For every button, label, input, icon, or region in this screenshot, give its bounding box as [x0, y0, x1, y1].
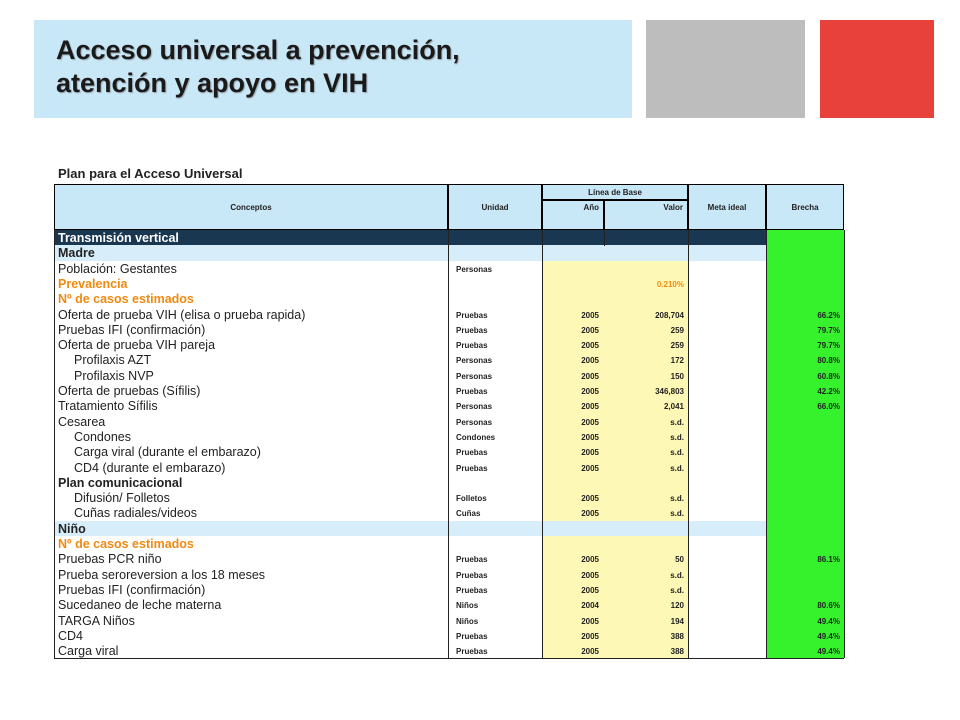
table-row — [54, 643, 844, 658]
row-valor: s.d. — [670, 432, 684, 442]
row-valor: 50 — [675, 555, 684, 565]
rule-bottom — [54, 658, 844, 659]
rule-brecha — [766, 230, 767, 658]
table-row — [54, 490, 844, 505]
table-caption: Plan para el Acceso Universal — [58, 166, 243, 181]
table-row — [54, 245, 766, 260]
row-brecha: 49.4% — [817, 631, 840, 641]
row-anio: 2005 — [581, 310, 599, 320]
row-concept: Prueba seroreversion a los 18 meses — [58, 567, 266, 582]
row-anio: 2005 — [581, 341, 599, 351]
row-concept: Pruebas PCR niño — [58, 552, 162, 567]
row-valor: 208,704 — [655, 310, 684, 320]
row-anio: 2005 — [581, 616, 599, 626]
row-concept: Cuñas radiales/videos — [74, 506, 197, 521]
row-valor: 0.210% — [656, 279, 684, 289]
table-row — [54, 521, 766, 536]
row-valor: s.d. — [670, 585, 684, 595]
row-anio: 2005 — [581, 509, 599, 519]
row-concept: TARGA Niños — [58, 613, 135, 628]
row-unidad: Pruebas — [456, 647, 488, 657]
row-valor: s.d. — [670, 463, 684, 473]
row-concept: Pruebas IFI (confirmación) — [58, 322, 206, 337]
row-brecha: 79.7% — [817, 341, 840, 351]
row-anio: 2005 — [581, 417, 599, 427]
row-concept: Sucedaneo de leche materna — [58, 598, 222, 613]
table-row — [54, 276, 844, 291]
row-anio: 2005 — [581, 585, 599, 595]
row-unidad: Pruebas — [456, 631, 488, 641]
row-brecha: 80.8% — [817, 356, 840, 366]
row-concept: Nº de casos estimados — [58, 292, 194, 307]
row-unidad: Pruebas — [456, 463, 488, 473]
row-concept: Profilaxis NVP — [74, 368, 154, 383]
table-row — [54, 414, 844, 429]
rule-right — [844, 230, 845, 658]
row-concept: Oferta de prueba VIH (elisa o prueba rapida) — [58, 307, 306, 322]
row-unidad: Pruebas — [456, 387, 488, 396]
row-unidad: Personas — [456, 264, 493, 274]
row-valor: 259 — [670, 325, 684, 335]
row-concept: Difusión/ Folletos — [74, 491, 170, 506]
row-anio: 2005 — [581, 448, 599, 458]
access-plan-table — [54, 182, 844, 658]
row-valor: s.d. — [670, 494, 684, 504]
row-concept: Población: Gestantes — [58, 261, 177, 276]
table-row — [54, 398, 844, 413]
row-brecha: 66.0% — [817, 402, 840, 412]
row-valor: 194 — [670, 616, 684, 626]
row-anio: 2004 — [581, 601, 599, 611]
row-unidad: Condones — [456, 432, 496, 442]
row-concept: CD4 (durante el embarazo) — [74, 460, 226, 475]
row-concept: Nº de casos estimados — [58, 537, 194, 551]
header-conceptos: Conceptos — [54, 184, 448, 230]
rule-valor — [604, 230, 605, 246]
gray-decor-square — [646, 20, 805, 118]
row-brecha: 66.2% — [817, 310, 840, 320]
row-anio: 2005 — [581, 325, 599, 335]
row-concept: Profilaxis AZT — [74, 353, 152, 368]
row-brecha: 42.2% — [817, 387, 840, 396]
rule-unidad — [448, 230, 449, 658]
row-concept: Carga viral — [58, 644, 119, 659]
row-anio: 2005 — [581, 494, 599, 504]
row-concept: Condones — [74, 429, 131, 444]
row-valor: s.d. — [670, 509, 684, 519]
row-anio: 2005 — [581, 356, 599, 366]
table-row — [54, 429, 844, 444]
row-concept: Madre — [58, 246, 95, 261]
row-unidad: Pruebas — [456, 325, 488, 335]
row-unidad: Cuñas — [456, 509, 481, 519]
row-brecha: 79.7% — [817, 325, 840, 335]
slide-title-line-2: atención y apoyo en VIH — [56, 68, 369, 98]
header-meta-ideal: Meta ideal — [688, 184, 766, 230]
row-anio: 2005 — [581, 387, 599, 396]
row-valor: s.d. — [670, 570, 684, 580]
row-concept: Cesarea — [58, 414, 106, 429]
row-concept: Oferta de pruebas (Sífilis) — [58, 384, 201, 398]
row-valor: 150 — [670, 371, 684, 381]
row-unidad: Personas — [456, 371, 493, 381]
row-brecha: 80.6% — [817, 601, 840, 611]
table-row — [54, 628, 844, 643]
row-concept: CD4 — [58, 628, 84, 643]
row-unidad: Pruebas — [456, 341, 488, 351]
header-linea-base: Línea de Base — [542, 184, 688, 200]
row-anio: 2005 — [581, 570, 599, 580]
row-concept: Plan comunicacional — [58, 475, 183, 490]
row-concept: Tratamiento Sífilis — [58, 399, 158, 414]
header-anio: Año — [542, 200, 604, 230]
row-brecha: 86.1% — [817, 555, 840, 565]
row-unidad: Personas — [456, 417, 493, 427]
row-concept: Prevalencia — [58, 276, 128, 291]
row-valor: 172 — [670, 356, 684, 366]
red-decor-square — [820, 20, 934, 118]
table-row — [54, 551, 844, 566]
table-row — [54, 368, 844, 383]
slide-title-line-1: Acceso universal a prevención, — [56, 35, 460, 65]
row-anio: 2005 — [581, 463, 599, 473]
row-valor: 388 — [670, 631, 684, 641]
row-concept: Pruebas IFI (confirmación) — [58, 582, 206, 597]
title-banner — [34, 20, 632, 118]
row-unidad: Personas — [456, 356, 493, 366]
row-valor: 120 — [670, 601, 684, 611]
row-brecha: 49.4% — [817, 647, 840, 657]
row-valor: 388 — [670, 647, 684, 657]
row-anio: 2005 — [581, 647, 599, 657]
row-anio: 2005 — [581, 371, 599, 381]
row-concept: Niño — [58, 521, 86, 536]
row-anio: 2005 — [581, 402, 599, 412]
row-anio: 2005 — [581, 555, 599, 565]
row-anio: 2005 — [581, 432, 599, 442]
rule-left — [54, 230, 55, 658]
row-unidad: Niños — [456, 616, 479, 626]
row-valor: 259 — [670, 341, 684, 351]
row-concept: Carga viral (durante el embarazo) — [74, 445, 261, 460]
row-unidad: Pruebas — [456, 555, 488, 565]
slide-title — [56, 34, 460, 100]
table-row — [54, 352, 844, 367]
rule-anio — [542, 230, 543, 658]
header-unidad: Unidad — [448, 184, 542, 230]
row-unidad: Pruebas — [456, 570, 488, 580]
row-concept: Oferta de prueba VIH pareja — [58, 338, 216, 353]
row-concept: Transmisión vertical — [58, 231, 179, 245]
row-brecha: 49.4% — [817, 616, 840, 626]
row-unidad: Personas — [456, 402, 493, 412]
header-brecha: Brecha — [766, 184, 844, 230]
row-brecha: 60.8% — [817, 371, 840, 381]
row-unidad: Pruebas — [456, 448, 488, 458]
row-unidad: Niños — [456, 601, 479, 611]
header-valor: Valor — [604, 200, 688, 230]
row-unidad: Pruebas — [456, 310, 488, 320]
row-anio: 2005 — [581, 631, 599, 641]
row-valor: 346,803 — [655, 387, 684, 396]
rule-meta — [688, 230, 689, 658]
row-unidad: Pruebas — [456, 585, 488, 595]
row-valor: s.d. — [670, 417, 684, 427]
row-unidad: Folletos — [456, 494, 487, 504]
table-row — [54, 613, 844, 628]
row-valor: 2,041 — [663, 402, 684, 412]
row-valor: s.d. — [670, 448, 684, 458]
